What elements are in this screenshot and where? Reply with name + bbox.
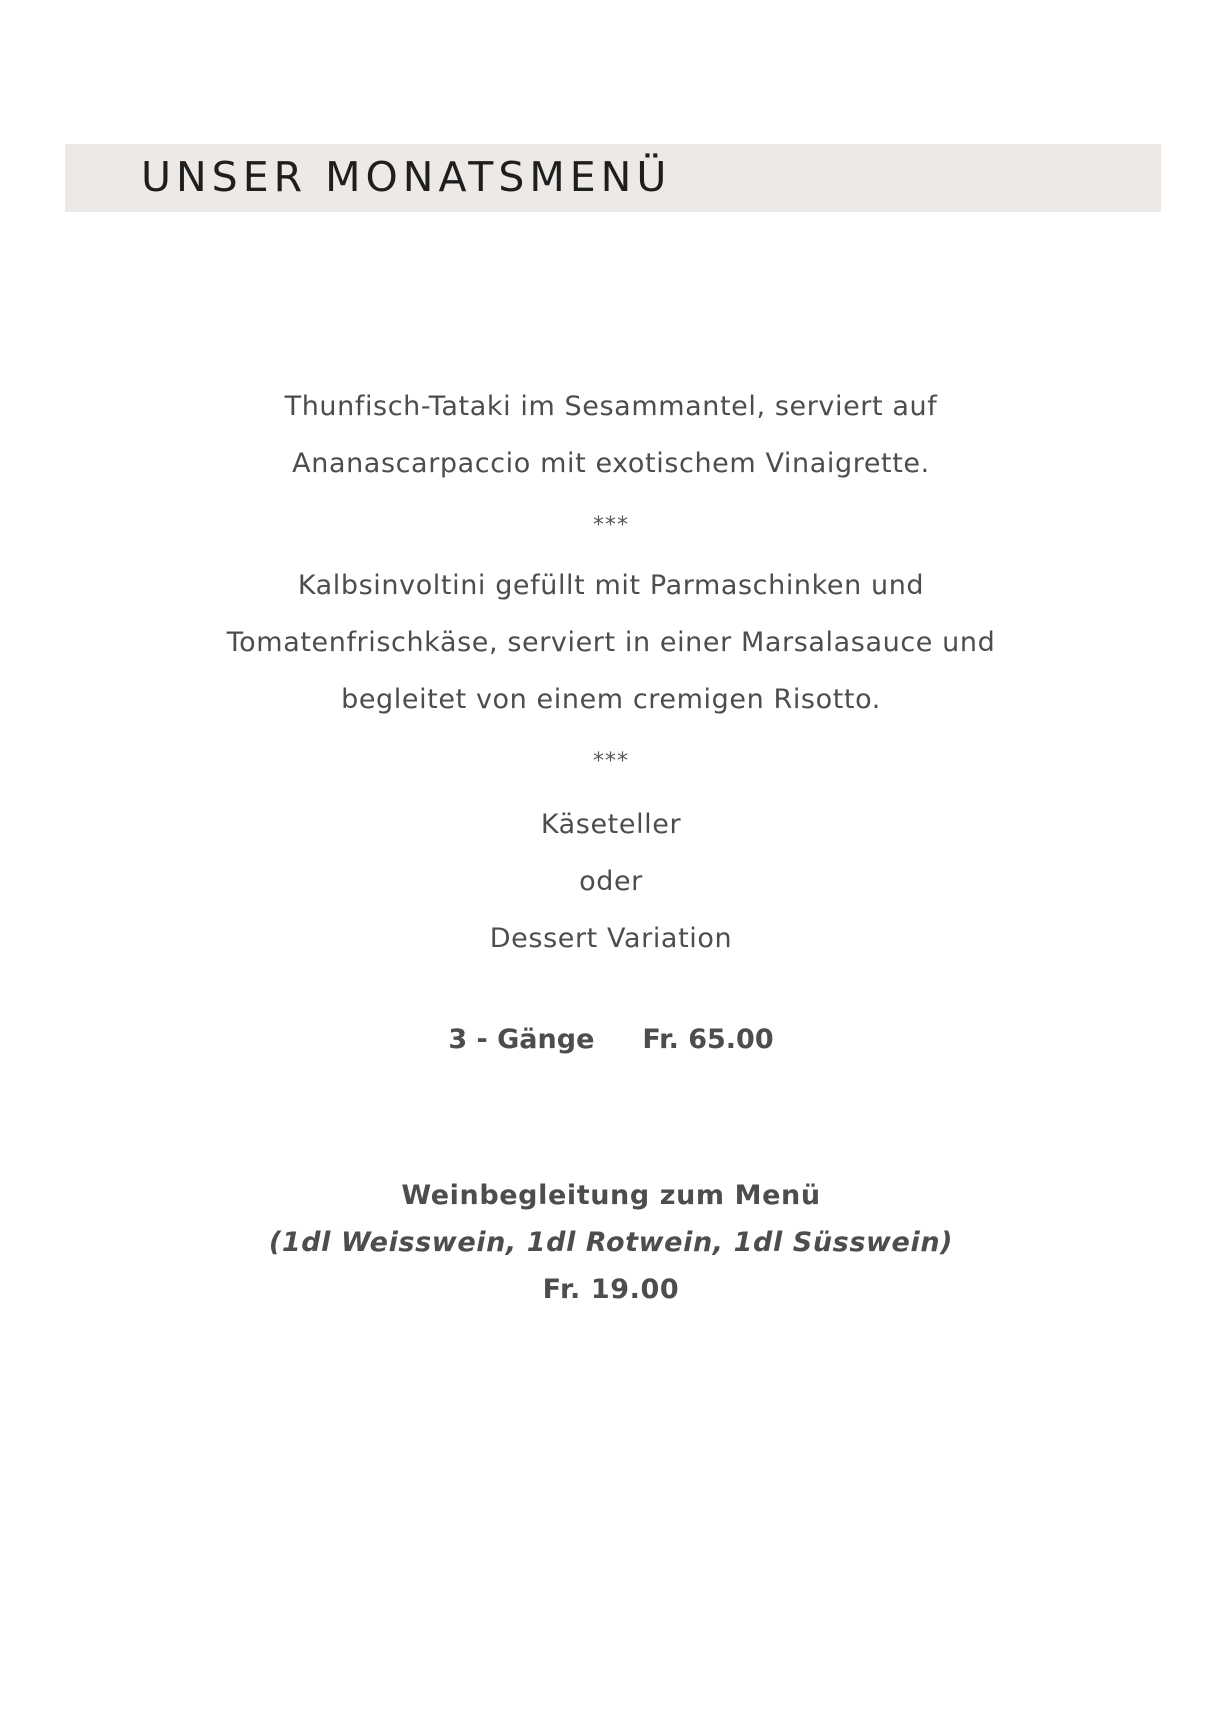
page-title: UNSER MONATSMENÜ (141, 153, 672, 201)
main-line-3: begleitet von einem cremigen Risotto. (341, 684, 881, 715)
menu-price-row (0, 1023, 1222, 1057)
header-band (65, 144, 1161, 212)
starter-line-2: Ananascarpaccio mit exotischem Vinaigrette. (292, 448, 930, 479)
course-separator-2: *** (593, 749, 629, 774)
course-count: 3 - Gänge (448, 1024, 595, 1055)
main-line-1: Kalbsinvoltini gefüllt mit Parmaschinken und (297, 570, 925, 601)
wine-pairing-price: Fr. 19.00 (542, 1274, 680, 1305)
dessert-line-2: oder (579, 866, 643, 897)
course-separator-1: *** (593, 513, 629, 538)
dessert-line-3: Dessert Variation (489, 923, 733, 954)
main-line-2: Tomatenfrischkäse, serviert in einer Marsalasauce und (226, 627, 996, 658)
dessert-line-1: Käseteller (540, 809, 682, 840)
wine-pairing-detail: (1dl Weisswein, 1dl Rotwein, 1dl Süsswein) (268, 1227, 954, 1258)
starter-line-1: Thunfisch-Tataki im Sesammantel, serviert auf (284, 391, 938, 422)
menu-price: Fr. 65.00 (642, 1024, 774, 1055)
wine-pairing-title: Weinbegleitung zum Menü (401, 1180, 821, 1211)
